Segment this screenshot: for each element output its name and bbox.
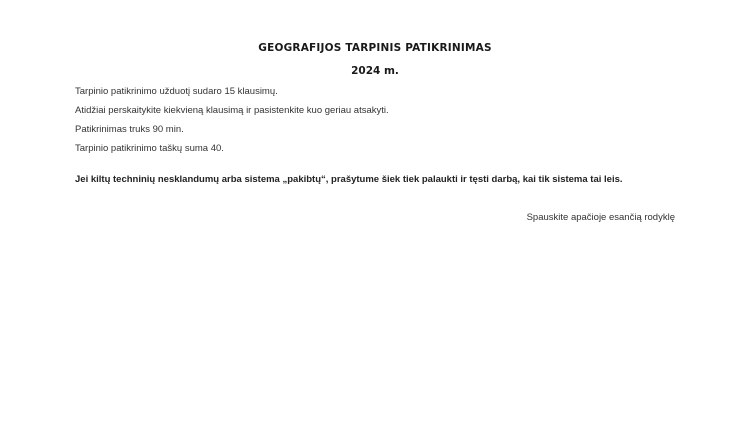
next-arrow-hint: Spauskite apačioje esančią rodyklę bbox=[526, 212, 675, 223]
page-title: GEOGRAFIJOS TARPINIS PATIKRINIMAS bbox=[258, 42, 492, 54]
instruction-read-carefully: Atidžiai perskaitykite kiekvieną klausimą ir pasistenkite kuo geriau atsakyti. bbox=[75, 105, 389, 116]
instruction-duration: Patikrinimas truks 90 min. bbox=[75, 124, 184, 135]
technical-issues-warning: Jei kiltų techninių nesklandumų arba sistema „pakibtų“, prašytume šiek tiek palaukti ir tęsti darbą, kai tik sistema tai leis. bbox=[75, 174, 623, 185]
instruction-total-points: Tarpinio patikrinimo taškų suma 40. bbox=[75, 143, 224, 154]
exam-year: 2024 m. bbox=[351, 65, 399, 77]
instruction-question-count: Tarpinio patikrinimo užduotį sudaro 15 klausimų. bbox=[75, 86, 278, 97]
